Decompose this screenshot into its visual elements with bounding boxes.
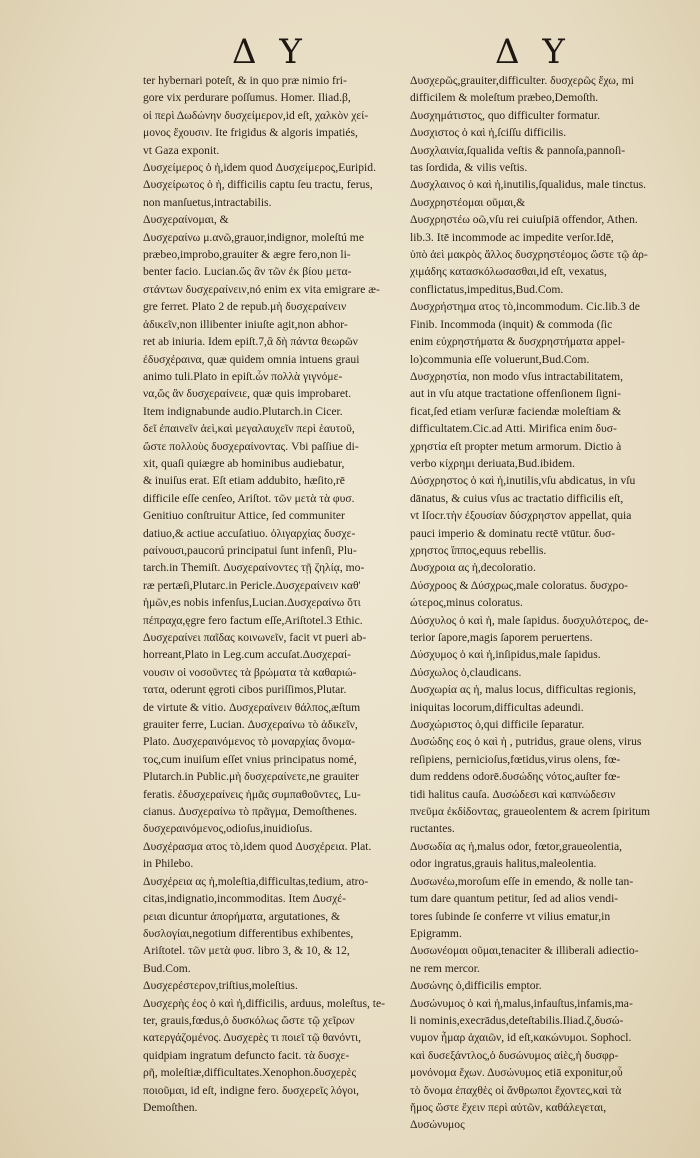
text-line: li nominis,execrādus,deteſtabilis.Iliad.ζ,δυσώ-: [410, 1013, 624, 1027]
text-line: iniquitas locorum,difficultas adeundi.: [410, 700, 584, 714]
text-line: τὸ ὄνομα ἐπαχθὲς οἱ ἄνθρωποι ἔχοντες,καὶ τὰ: [410, 1083, 622, 1097]
text-line: νουσιν οἱ νοσοῦντες τὰ βρώματα τὰ καθαριώ-: [143, 665, 357, 679]
text-line: δυσλογίαι,negotium differentibus exhibentes,: [143, 926, 354, 940]
text-line: difficultatem.Cic.ad Atti. Mirifica enim δυσ-: [410, 422, 617, 436]
right-column: [410, 72, 670, 1134]
running-head-right: Δ Υ: [495, 32, 571, 72]
text-line: Δυσχερῶς,grauiter,difficulter. δυσχερῶς ἔχω, mi: [410, 74, 634, 87]
text-line: χρηστία eſt propter metum armorum. Dictio à: [410, 439, 622, 453]
text-line: τος,cum inuiſum eſſet vnius principatus nomé,: [143, 752, 357, 766]
text-line: ρῆ, moleſtiæ,difficultates.Xenophon.δυσχερὲς: [143, 1066, 357, 1080]
text-line: Δυσώνυμος: [410, 1118, 465, 1132]
text-line: pauci imperio & dominatu rectē vtūtur. δυσ-: [410, 526, 616, 540]
text-line: Genitiuo conſtruitur Attice, ſed communiter: [143, 509, 345, 523]
text-line: horreant,Plato in Leg.cum accuſat.Δυσχεραί-: [143, 648, 351, 662]
text-line: Δυσχρήστημα ατος τὸ,incommodum. Cic.lib.3 de: [410, 300, 640, 314]
text-line: benter facio. Lucian.ὥς ἂν τῶν ἐκ βίου μετα-: [143, 265, 352, 279]
text-line: κατεργάζομένος. Δυσχερὲς τι ποιεῖ τῷ θανόντι,: [143, 1031, 362, 1045]
text-line: Item indignabunde audio.Plutarch.in Cicer.: [143, 404, 343, 418]
text-line: ræ pertæſi,Plutarc.in Pericle.Δυσχεραίνειν καθ': [143, 578, 361, 592]
text-line: Δυσχείρωτος ὁ ἡ, difficilis captu ſeu tractu, ferus,: [143, 178, 373, 192]
text-line: Epigramm.: [410, 926, 462, 940]
text-line: χρηστος ἵππος,equus rebellis.: [410, 543, 547, 557]
text-line: ὥστε πολλοὺς δυσχεραίνοντας. Vbi paſſiue di-: [143, 439, 359, 453]
text-line: Plato. Δυσχεραινόμενος τὸ μοναρχίας ὄνομα-: [143, 735, 356, 749]
text-line: ret ab iniuria. Idem epiſt.7,ἃ δὴ πάντα θεωρῶν: [143, 335, 358, 349]
text-line: enim εὐχρηστήματα & δυσχρηστήματα appel-: [410, 335, 625, 349]
text-line: Δυσώνυμος ὁ καὶ ἡ,malus,infauſtus,infamis,ma-: [410, 996, 633, 1010]
text-line: δεῖ ἐπαινεῖν ἀεὶ,καὶ μεγαλαυχεῖν περὶ ἑαυτοῦ,: [143, 422, 355, 436]
text-line: terior ſapore,magis ſaporem peruertens.: [410, 631, 593, 644]
text-line: Plutarch.in Public.μὴ δυσχεραίνετε,ne grauiter: [143, 770, 360, 784]
text-line: Finib. Incommoda (inquit) & commoda (ſic: [410, 317, 613, 331]
text-line: ώτερος,minus coloratus.: [410, 596, 523, 610]
text-line: δυσχεραινόμενος,odioſus,inuidioſus.: [143, 822, 313, 836]
text-line: aut in vſu atque tractatione offenſionem ſigni-: [410, 387, 621, 401]
text-line: feratis. ἐδυσχεραίνεις ἡμᾶς συμπαθοῦντες, Lu-: [143, 787, 361, 801]
text-line: difficile eſſe cenſeo, Ariſtot. τῶν μετὰ τὰ φυσ.: [143, 491, 355, 505]
text-line: Δυσχέρασμα ατος τὸ,idem quod Δυσχέρεια. Plat.: [143, 839, 372, 853]
text-line: & inuiſus erat. Eſt etiam addubito, hæſito,rē: [143, 474, 345, 488]
text-line: πέπραχα,ęgre fero factum eſſe,Ariſtotel.3 Ethic.: [143, 613, 363, 627]
text-line: Bud.Com.: [143, 961, 191, 975]
text-line: Δυσχρηστέομαι οῦμαι,&: [410, 195, 526, 209]
text-line: πνεῦμα ἐκδίδοντας, graueolentem & acrem ſpiritum: [410, 805, 651, 819]
text-line: Δυσχερὴς έος ὁ καὶ ἡ,difficilis, arduus, moleſtus, te-: [143, 996, 385, 1010]
text-line: ficat,ſed etiam verſuræ faciendæ moleſtiam &: [410, 404, 622, 418]
text-line: Δυσώνης ὁ,difficilis emptor.: [410, 979, 542, 993]
text-line: non manſuetus,intractabilis.: [143, 195, 272, 209]
text-line: reſipiens, pernicioſus,fœtidus,virus olens, fœ-: [410, 752, 621, 766]
text-line: datiuo,& actiue accuſatiuo. ὀλιγαρχίας δυσχε-: [143, 526, 356, 540]
text-line: Δυσχεραίνω μ.ανῶ,grauor,indignor, moleſtú me: [143, 230, 364, 244]
text-line: odor ingratus,grauis halitus,maleolentia.: [410, 857, 597, 871]
text-line: vt Iſocr.τὴν ἐξουσίαν δύσχρηστον appellat, quia: [410, 509, 632, 523]
text-line: καὶ δυσεξάντλος,ὁ δυσώνυμος αἰὲς,ἡ δυσφρ-: [410, 1048, 619, 1062]
text-line: ραίνουσι,paucorú principatui ſunt infenſi, Plu-: [143, 543, 357, 557]
text-line: de virtute & vitio. Δυσχεραίνειν θάλπος,æſtum: [143, 700, 361, 714]
text-line: Δυσχλαινος ὁ καὶ ἡ,inutilis,ſqualidus, male tinctus.: [410, 178, 647, 192]
text-line: Δυσωνέω,moroſum eſſe in emendo, & nolle tan-: [410, 874, 634, 888]
text-line: Δυσχερέστερον,triſtius,moleſtius.: [143, 979, 298, 993]
text-line: ἀδικεῖν,non illibenter iniuſte agit,non abhor-: [143, 317, 348, 331]
text-line: gore vix perdurare poſſumus. Homer. Iliad.β,: [143, 91, 351, 105]
text-line: vt Gaza exponit.: [143, 143, 220, 157]
text-line: ne rem mercor.: [410, 961, 480, 975]
text-line: Δυσχώριστος ὁ,qui difficile ſeparatur.: [410, 718, 585, 732]
text-line: Δυσωδία ας ἡ,malus odor, fœtor,graueolentia,: [410, 839, 623, 853]
text-line: in Philebo.: [143, 857, 194, 871]
text-line: Δυσχωρία ας ἡ, malus locus, difficultas regionis,: [410, 683, 637, 697]
text-line: Δυσχέρεια ας ἡ,moleſtia,difficultas,tedium, atro-: [143, 874, 369, 888]
text-line: ter hybernari poteſt, & in quo præ nimio fri-: [143, 74, 347, 87]
text-line: dānatus, & cuius vſus ac tractatio difficilis eſt,: [410, 491, 624, 505]
text-line: difficilem & moleſtum præbeo,Demoſth.: [410, 91, 599, 105]
text-line: Δυσώδης εος ὁ καὶ ἡ , putridus, graue olens, virus: [410, 735, 642, 749]
text-line: quidpiam ingratum defuncto facit. τὰ δυσχε-: [143, 1048, 350, 1062]
text-line: μονος ἔχουσιν. Ite frigidus & algoris impatiés,: [143, 126, 358, 140]
text-line: gre ferret. Plato 2 de repub.μὴ δυσχεραίνειν: [143, 300, 347, 314]
text-line: Δυσχλαινία,ſqualida veſtis & pannoſa,pannoſi-: [410, 143, 626, 157]
text-line: οἱ περὶ Δωδώνην δυσχείμερον,id eſt, χαλκὸν χεί-: [143, 108, 369, 122]
text-line: Δύσχυμος ὁ καὶ ἡ,inſipidus,male ſapidus.: [410, 648, 601, 662]
text-line: ρειαι dicuntur ἀπορήματα, argutationes, &: [143, 909, 341, 923]
text-line: tores ſubinde ſe conferre vt vilius ematur,in: [410, 909, 611, 923]
text-line: μονόνομα ἔχων. Δυσώνυμος etiā exponitur,οὗ: [410, 1066, 623, 1080]
text-line: verbo κίχρημι deriuata,Bud.ibidem.: [410, 456, 576, 470]
text-line: ἥμος ὥστε ἔχειν περὶ αὐτῶν, καθάλεγεται,: [410, 1100, 607, 1114]
text-line: tum dare quantum petitur, ſed ad alios vendi-: [410, 892, 619, 906]
left-column: [143, 72, 387, 1116]
text-line: νυμον ἦμαρ ἀχαιῶν, id eſt,κακώνυμοι. Sophocl.: [410, 1031, 632, 1045]
text-line: ὑπὸ ἀεὶ μακρὸς ἄλλος δυσχρηστέομος ὥστε τῷ ἀρ-: [410, 248, 648, 262]
text-line: citas,indignatio,incommoditas. Item Δυσχέ-: [143, 892, 347, 906]
text-line: Δυσχεραίνομαι, &: [143, 213, 229, 227]
text-line: Δυσχημάτιστος, quo difficulter formatur.: [410, 108, 600, 122]
text-line: να,ὥς ἂν δυσχεραίνειε, quæ quis improbaret.: [143, 387, 352, 401]
text-line: Demoſthen.: [143, 1100, 198, 1114]
text-line: Δυσχρηστέω οῶ,vſu rei cuiuſpiā offendor, Athen.: [410, 213, 638, 227]
text-line: xit, quaſi quiægre ab hominibus audiebatur,: [143, 456, 345, 470]
text-line: Δύσχρηστος ὁ καὶ ἡ,inutilis,vſu abdicatus, in vſu: [410, 474, 636, 488]
text-line: Δυσχεραίνει παῖδας κοινωνεῖν, facit vt pueri ab-: [143, 631, 367, 644]
text-line: Δυσχροια ας ἡ,decoloratio.: [410, 561, 536, 575]
text-line: ter, grauis,fœdus,ὁ δυσκόλως ὥστε τῷ χεῖρων: [143, 1013, 355, 1027]
text-line: ἡμῶν,es nobis infenſus,Lucian.Δυσχεραίνω ὅτι: [143, 596, 361, 610]
text-line: τατα, oderunt ęgroti cibos puriſſimos,Plutar.: [143, 683, 347, 697]
text-line: Δύσχυλος ὁ καὶ ἡ, male ſapidus. δυσχυλότερος, de-: [410, 613, 649, 627]
text-line: ructantes.: [410, 822, 455, 836]
running-head-left: Δ Υ: [232, 32, 308, 72]
text-line: Δύσχωλος ὁ,claudicans.: [410, 665, 522, 679]
text-line: præbeo,improbo,grauiter & ægre fero,non li-: [143, 248, 351, 262]
text-line: χιμάδης κατασκόλωσασθαι,id eſt, vexatus,: [410, 265, 607, 279]
text-line: lo)communia eſſe voluerunt,Bud.Com.: [410, 352, 590, 366]
text-line: conflictatus,impeditus,Bud.Com.: [410, 282, 564, 296]
text-line: tarch.in Themiſt. Δυσχεραίνοντες τῇ ζηλίᾳ, mo-: [143, 561, 365, 575]
text-line: dum reddens odorē.δυσώδης νότος,auſter fœ-: [410, 770, 621, 784]
text-line: Ariſtotel. τῶν μετὰ φυσ. libro 3, & 10, & 12,: [143, 944, 350, 958]
text-line: ἐδυσχέραινα, quæ quidem omnia intuens graui: [143, 352, 360, 366]
text-line: tas ſordida, & vilis veſtis.: [410, 161, 528, 175]
text-line: Δυσχείμερος ὁ ἡ,idem quod Δυσχείμερος,Euripid.: [143, 161, 376, 175]
text-line: cianus. Δυσχεραίνω τὸ πρᾶγμα, Demoſthenes.: [143, 805, 357, 819]
text-line: tidi halitus cauſa. Δυσώδεσι καὶ καπνώδεσιν: [410, 787, 616, 801]
text-line: Δύσχροος & Δύσχρως,male coloratus. δυσχρο-: [410, 578, 628, 592]
text-line: grauiter ferre, Lucian. Δυσχεραίνω τὸ ἀδικεῖν,: [143, 718, 358, 732]
text-line: στάντων δυσχεραίνειν,nó enim ex vita emigrare æ-: [143, 282, 380, 296]
text-line: Δυσχιστος ὁ καὶ ἡ,ſciſſu difficilis.: [410, 126, 567, 140]
text-line: animo tuli.Plato in epiſt.ὧν πολλὰ γιγνόμε-: [143, 369, 343, 383]
text-line: lib.3. Itē incommode ac impedite verſor.Idē,: [410, 230, 614, 244]
text-line: Δυσωνέομαι οῦμαι,tenaciter & illiberali adiectio-: [410, 944, 639, 958]
text-line: ποιοῦμαι, id eſt, indigne fero. δυσχερεῖς λόγοι,: [143, 1083, 360, 1097]
text-line: Δυσχρηστία, non modo vſus intractabilitatem,: [410, 369, 624, 383]
